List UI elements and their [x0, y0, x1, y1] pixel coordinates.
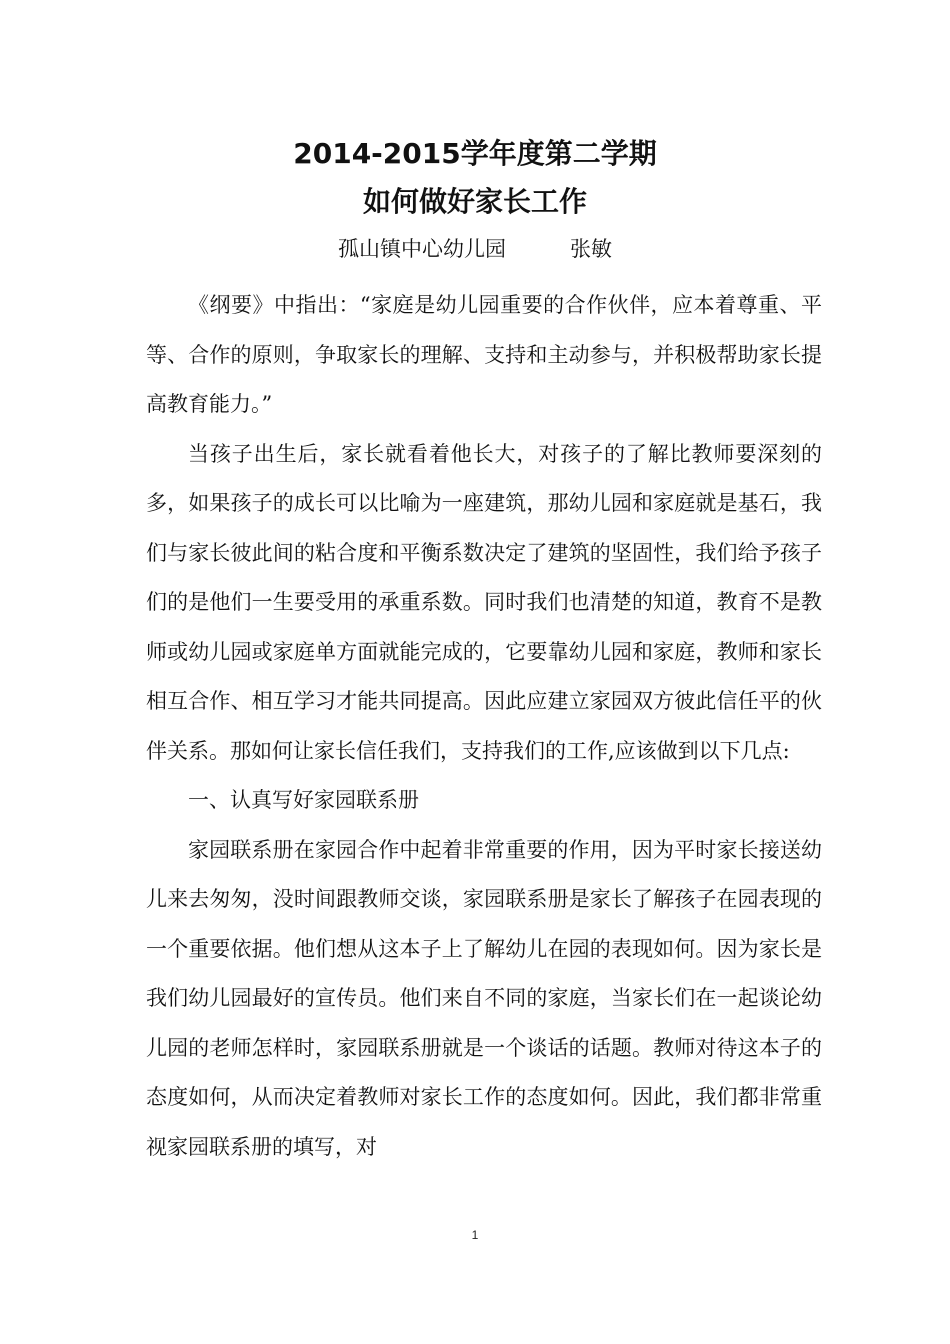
document-title-year: 2014-2015学年度第二学期 [293, 137, 657, 170]
page-number: 1 [471, 1228, 479, 1242]
section-heading-contact-book: 一、认真写好家园联系册 [188, 788, 419, 812]
author-name: 张敏 [570, 237, 612, 261]
school-name: 孤山镇中心幼儿园 [338, 237, 506, 261]
document-body [146, 281, 822, 1172]
paragraph-guideline-quote: 《纲要》中指出：“家庭是幼儿园重要的合作伙伴，应本着尊重、平等、合作的原则，争取家长的理解、支持和主动参与，并积极帮助家长提高教育能力。” [146, 293, 822, 416]
document-title-topic: 如何做好家长工作 [362, 185, 587, 218]
paragraph-introduction: 当孩子出生后，家长就看着他长大，对孩子的了解比教师要深刻的多，如果孩子的成长可以比喻为一座建筑，那幼儿园和家庭就是基石，我们与家长彼此间的粘合度和平衡系数决定了建筑的坚固性，我们给予孩子们的是他们一生要受用的承重系数。同时我们也清楚的知道，教育不是教师或幼儿园或家庭单方面就能完成的，它要靠幼儿园和家庭，教师和家长相互合作、相互学习才能共同提高。因此应建立家园双方彼此信任平的伙伴关系。那如何让家长信任我们，支持我们的工作,应该做到以下几点: [146, 441, 822, 763]
author-line [0, 232, 950, 266]
paragraph-contact-book: 家园联系册在家园合作中起着非常重要的作用，因为平时家长接送幼儿来去匆匆，没时间跟教师交谈，家园联系册是家长了解孩子在园表现的一个重要依据。他们想从这本子上了解幼儿在园的表现如何。因为家长是我们幼儿园最好的宣传员。他们来自不同的家庭，当家长们在一起谈论幼儿园的老师怎样时，家园联系册就是一个谈话的话题。教师对待这本子的态度如何，从而决定着教师对家长工作的态度如何。因此，我们都非常重视家园联系册的填写，对 [146, 837, 822, 1159]
